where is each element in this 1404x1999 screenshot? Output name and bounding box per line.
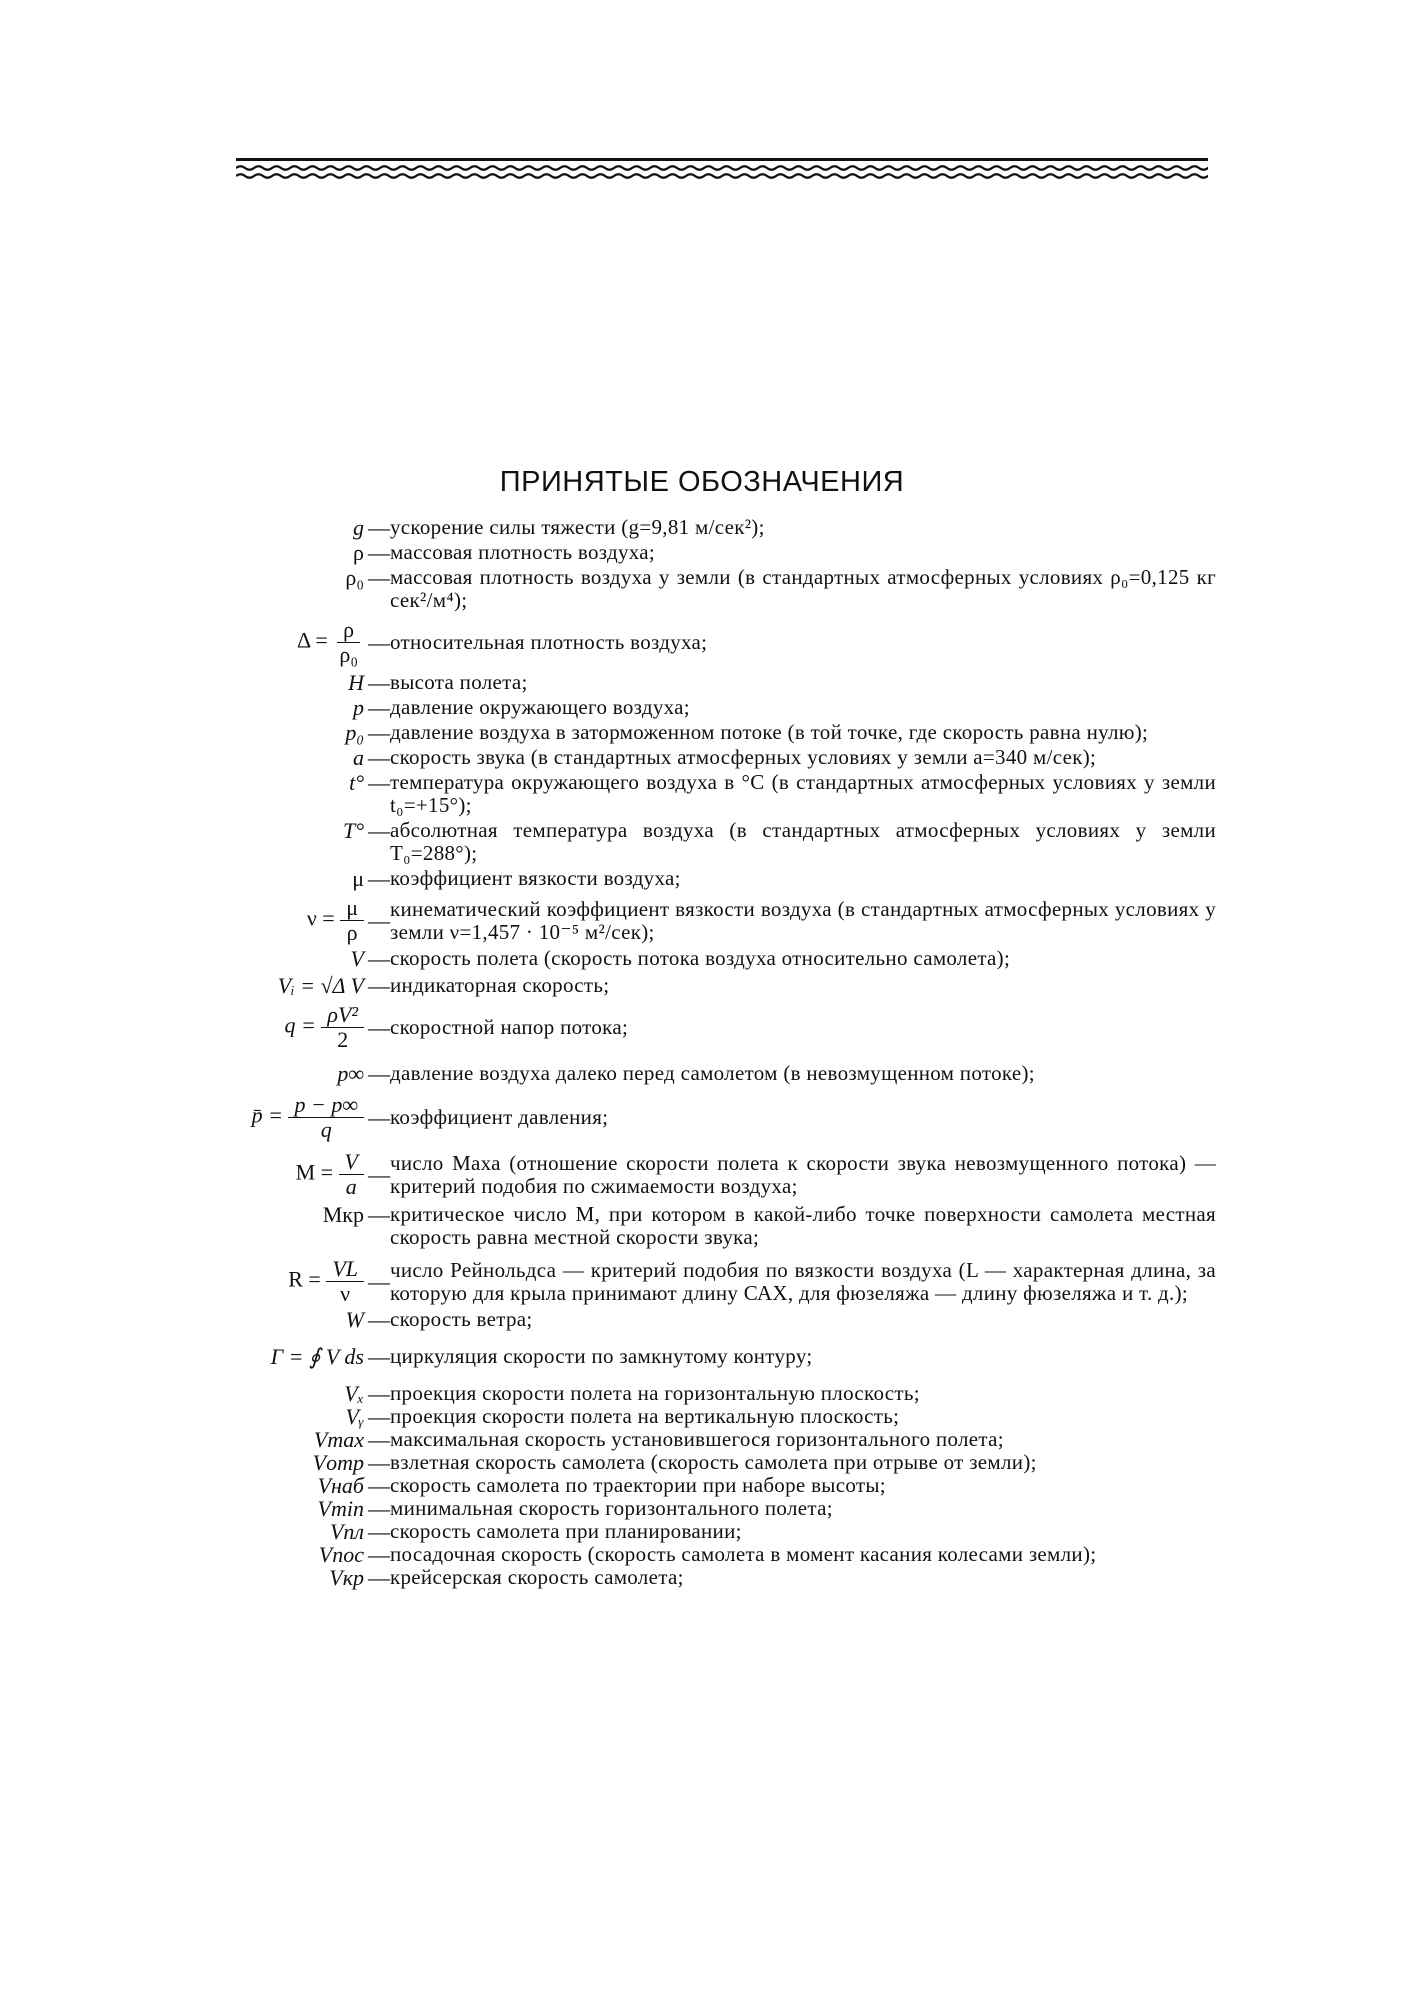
legend-description: давление воздуха далеко перед самолетом (в невозмущенном потоке); xyxy=(390,1061,1035,1085)
legend-symbol: Mкр xyxy=(322,1202,364,1227)
legend-description: скоростной напор потока; xyxy=(390,1015,629,1039)
legend-entry: Vᵢ = √Δ V — индикаторная скорость; xyxy=(180,974,1216,997)
legend-description: число Маха (отношение скорости полета к скорости звука невозмущенного потока) — критерий подобия по сжимаемости воздуха; xyxy=(390,1150,1216,1198)
legend-description: температура окружающего воздуха в °C (в стандартных атмосферных условиях у земли t₀=+15°); xyxy=(390,770,1216,817)
legend-description: посадочная скорость (скорость самолета в момент касания колесами земли); xyxy=(390,1542,1097,1566)
legend-description: скорость ветра; xyxy=(390,1307,533,1331)
legend-entry: a — скорость звука (в стандартных атмосферных условиях у земли a=340 м/сек); xyxy=(180,746,1216,769)
legend-symbol: M = $\frac{V}{a}$ xyxy=(180,1150,368,1199)
legend-entry: T° — абсолютная температура воздуха (в стандартных атмосферных условиях у земли T₀=288°); xyxy=(180,819,1216,865)
legend-description: давление окружающего воздуха; xyxy=(390,695,690,719)
legend-symbol: V xyxy=(350,946,364,971)
legend-description: проекция скорости полета на вертикальную плоскость; xyxy=(390,1404,900,1428)
legend-symbol: Γ = ∮ V ds xyxy=(270,1344,364,1369)
legend-description: крейсерская скорость самолета; xyxy=(390,1565,684,1589)
legend-entry: Vкр — крейсерская скорость самолета; xyxy=(180,1566,1216,1589)
legend-symbol: ν = $\frac{\mu}{\rho}$ xyxy=(180,896,368,945)
decorative-wave-rule xyxy=(236,158,1208,184)
legend-symbol: p∞ xyxy=(337,1061,364,1086)
legend-symbol: g xyxy=(353,515,364,540)
legend-description: число Рейнольдса — критерий подобия по вязкости воздуха (L — характерная длина, за которую для крыла принимают длину САХ, для фюзеляжа — длину фюзеляжа и т. д.); xyxy=(390,1257,1216,1305)
legend-symbol: Δ = $\frac{\rho}{\text{ρ₀}}$ xyxy=(180,618,368,667)
legend-description: скорость звука (в стандартных атмосферных условиях у земли a=340 м/сек); xyxy=(390,745,1097,769)
legend-entry: V — скорость полета (скорость потока воздуха относительно самолета); xyxy=(180,947,1216,970)
legend-entry: p — давление окружающего воздуха; xyxy=(180,696,1216,719)
legend-symbol: ρ₀ xyxy=(345,565,364,590)
legend-entry: q = $\frac{\text{ρV²}}{2}$ — скоростной напор потока; xyxy=(180,1003,1216,1052)
legend-entry: t° — температура окружающего воздуха в °C (в стандартных атмосферных условиях у земли t₀=+15°); xyxy=(180,771,1216,817)
legend-entry: ρ — массовая плотность воздуха; xyxy=(180,541,1216,564)
legend-symbol: Vкр xyxy=(329,1565,364,1590)
legend-description: проекция скорости полета на горизонтальную плоскость; xyxy=(390,1381,920,1405)
legend-description: циркуляция скорости по замкнутому контуру; xyxy=(390,1344,813,1368)
legend-entry: H — высота полета; xyxy=(180,671,1216,694)
legend-entry: Δ = $\frac{\rho}{\text{ρ₀}}$ — относительная плотность воздуха; xyxy=(180,618,1216,667)
legend-entry: Vmin — минимальная скорость горизонтального полета; xyxy=(180,1497,1216,1520)
legend-description: коэффициент давления; xyxy=(390,1105,609,1129)
legend-entry: ν = $\frac{\mu}{\rho}$ — кинематический коэффициент вязкости воздуха (в стандартных атмосферных условиях у земли ν=1,457 · 10⁻⁵ м²/сек); xyxy=(180,896,1216,945)
legend-symbol: Vₓ xyxy=(344,1381,364,1406)
legend-symbol: a xyxy=(353,745,364,770)
symbols-legend xyxy=(180,516,1216,1589)
legend-entry: Vпос — посадочная скорость (скорость самолета в момент касания колесами земли); xyxy=(180,1543,1216,1566)
legend-description: взлетная скорость самолета (скорость самолета при отрыве от земли); xyxy=(390,1450,1037,1474)
legend-symbol: R = $\frac{VL}{\nu}$ xyxy=(180,1257,368,1306)
legend-entry: M = $\frac{V}{a}$ — число Маха (отношение скорости полета к скорости звука невозмущенного потока) — критерий подобия по сжимаемости воздуха; xyxy=(180,1150,1216,1199)
legend-symbol: Vнаб xyxy=(317,1473,364,1498)
legend-entry: Vотр — взлетная скорость самолета (скорость самолета при отрыве от земли); xyxy=(180,1451,1216,1474)
legend-description: массовая плотность воздуха у земли (в стандартных атмосферных условиях ρ₀=0,125 кг сек²/м⁴); xyxy=(390,565,1216,612)
legend-description: относительная плотность воздуха; xyxy=(390,630,708,654)
legend-entry: W — скорость ветра; xyxy=(180,1308,1216,1331)
page-title: ПРИНЯТЫЕ ОБОЗНАЧЕНИЯ xyxy=(499,466,905,498)
legend-entry: g — ускорение силы тяжести (g=9,81 м/сек²); xyxy=(180,516,1216,539)
legend-entry: μ — коэффициент вязкости воздуха; xyxy=(180,867,1216,890)
legend-description: скорость самолета при планировании; xyxy=(390,1519,742,1543)
legend-symbol: p̄ = $\frac{p - p\infty}{q}$ xyxy=(180,1093,368,1142)
legend-symbol: μ xyxy=(352,866,364,891)
legend-entry: R = $\frac{VL}{\nu}$ — число Рейнольдса — критерий подобия по вязкости воздуха (L — характерная длина, за которую для крыла принимают длину САХ, для фюзеляжа — длину фюзеляжа и т. д.); xyxy=(180,1257,1216,1306)
legend-description: скорость самолета по траектории при наборе высоты; xyxy=(390,1473,886,1497)
legend-symbol: Vотр xyxy=(312,1450,364,1475)
legend-entry: ρ₀ — массовая плотность воздуха у земли (в стандартных атмосферных условиях ρ₀=0,125 кг сек²/м⁴); xyxy=(180,566,1216,612)
legend-symbol: ρ xyxy=(353,540,364,565)
legend-symbol: Vпос xyxy=(318,1542,364,1567)
legend-symbol: T° xyxy=(342,818,364,843)
legend-description: абсолютная температура воздуха (в стандартных атмосферных условиях у земли T₀=288°); xyxy=(390,818,1216,865)
legend-description: давление воздуха в заторможенном потоке (в той точке, где скорость равна нулю); xyxy=(390,720,1149,744)
legend-entry: Vᵧ — проекция скорости полета на вертикальную плоскость; xyxy=(180,1405,1216,1428)
legend-entry: Vпл — скорость самолета при планировании; xyxy=(180,1520,1216,1543)
legend-symbol: W xyxy=(345,1307,364,1332)
legend-symbol: Vᵢ = √Δ V xyxy=(277,973,364,998)
legend-description: минимальная скорость горизонтального полета; xyxy=(390,1496,833,1520)
legend-description: максимальная скорость установившегося горизонтального полета; xyxy=(390,1427,1004,1451)
legend-symbol: H xyxy=(348,670,364,695)
legend-description: индикаторная скорость; xyxy=(390,973,610,997)
legend-description: коэффициент вязкости воздуха; xyxy=(390,866,681,890)
legend-entry: p₀ — давление воздуха в заторможенном потоке (в той точке, где скорость равна нулю); xyxy=(180,721,1216,744)
legend-symbol: Vпл xyxy=(329,1519,364,1544)
legend-description: ускорение силы тяжести (g=9,81 м/сек²); xyxy=(390,515,765,539)
legend-description: массовая плотность воздуха; xyxy=(390,540,656,564)
legend-entry: Vₓ — проекция скорости полета на горизонтальную плоскость; xyxy=(180,1382,1216,1405)
legend-symbol: Vᵧ xyxy=(345,1404,364,1429)
legend-entry: p∞ — давление воздуха далеко перед самолетом (в невозмущенном потоке); xyxy=(180,1062,1216,1085)
legend-description: кинематический коэффициент вязкости воздуха (в стандартных атмосферных условиях у земли ν=1,457 · 10⁻⁵ м²/сек); xyxy=(390,896,1216,944)
legend-symbol: p xyxy=(353,695,364,720)
legend-symbol: q = $\frac{\text{ρV²}}{2}$ xyxy=(180,1003,368,1052)
legend-entry: Γ = ∮ V ds — циркуляция скорости по замкнутому контуру; xyxy=(180,1345,1216,1368)
legend-entry: Vmax — максимальная скорость установившегося горизонтального полета; xyxy=(180,1428,1216,1451)
legend-description: высота полета; xyxy=(390,670,528,694)
legend-entry: p̄ = $\frac{p - p\infty}{q}$ — коэффициент давления; xyxy=(180,1093,1216,1142)
legend-entry: Mкр — критическое число М, при котором в какой-либо точке поверхности самолета местная скорость равна местной скорости звука; xyxy=(180,1203,1216,1249)
legend-description: скорость полета (скорость потока воздуха относительно самолета); xyxy=(390,946,1011,970)
legend-symbol: Vmax xyxy=(313,1427,364,1452)
legend-entry: Vнаб — скорость самолета по траектории при наборе высоты; xyxy=(180,1474,1216,1497)
legend-symbol: t° xyxy=(349,770,364,795)
legend-symbol: Vmin xyxy=(317,1496,364,1521)
legend-description: критическое число М, при котором в какой-либо точке поверхности самолета местная скорость равна местной скорости звука; xyxy=(390,1202,1216,1249)
legend-symbol: p₀ xyxy=(345,720,364,745)
